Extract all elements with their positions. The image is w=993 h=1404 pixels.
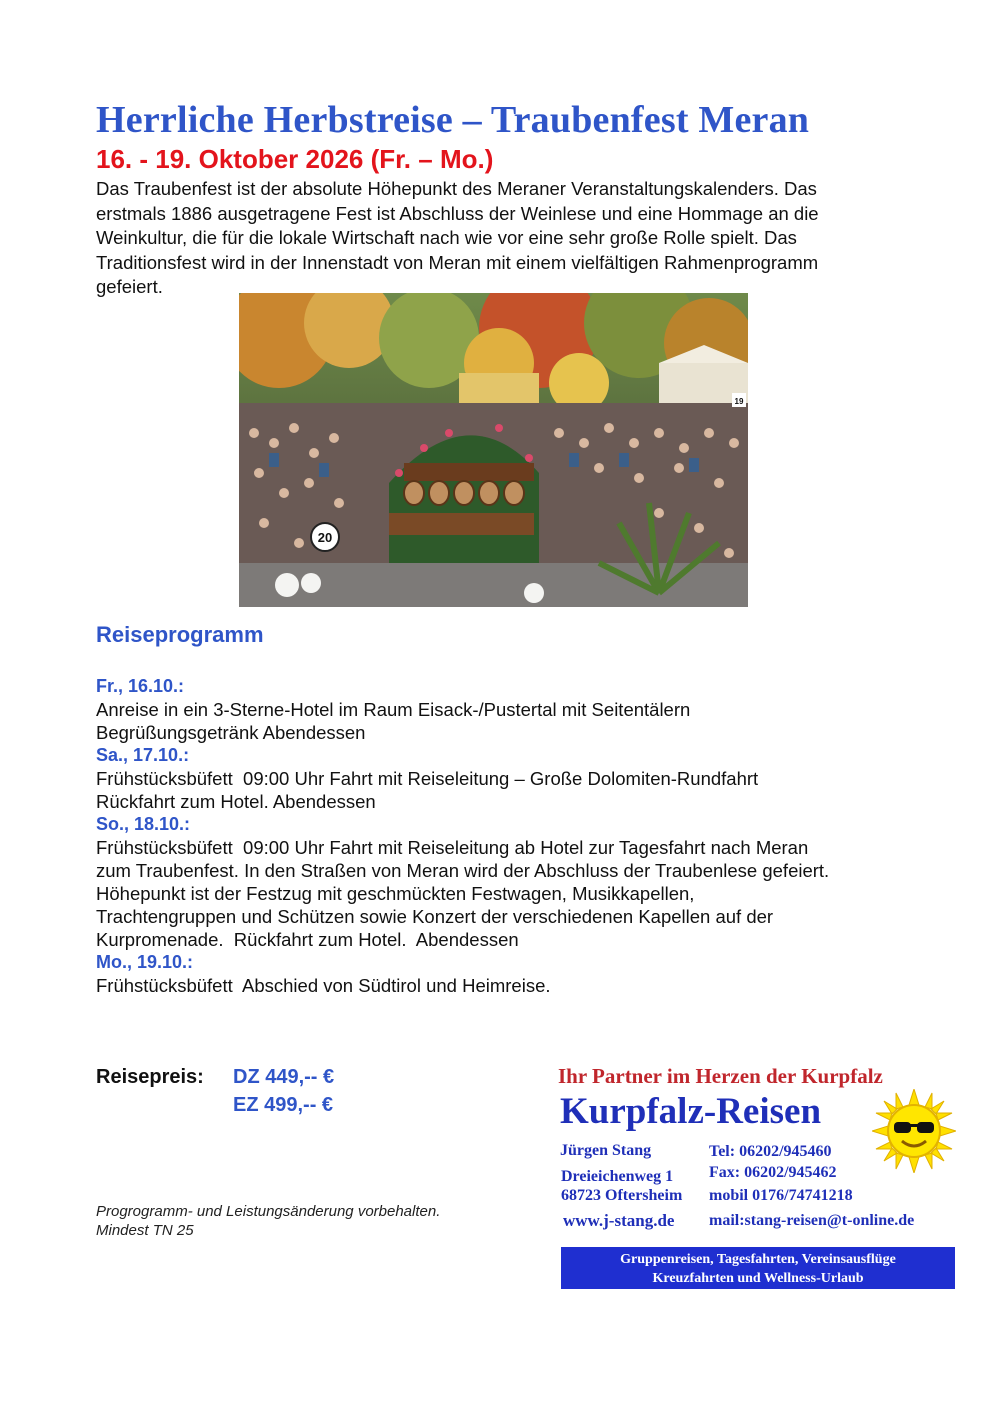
- logo-phone: Tel: 06202/945460: [709, 1143, 832, 1160]
- price-double-room: DZ 449,-- €: [233, 1066, 335, 1088]
- day-label: Mo., 19.10.:: [96, 952, 194, 972]
- day-block: [96, 675, 916, 744]
- day-text: Frühstücksbüfett 09:00 Uhr Fahrt mit Reiseleitung – Große Dolomiten-Rundfahrt: [96, 768, 759, 789]
- day-text: Frühstücksbüfett Abschied von Südtirol und Heimreise.: [96, 975, 551, 996]
- logo-company-name: Kurpfalz-Reisen: [560, 1091, 822, 1132]
- parade-number-badge: 20: [317, 530, 333, 545]
- day-text: Kurpromenade. Rückfahrt zum Hotel. Abendessen: [96, 929, 519, 950]
- intro-line: Weinkultur, die für die lokale Wirtschaft nach wie vor eine sehr große Rolle spielt. Das: [96, 227, 797, 248]
- logo-tagline: Ihr Partner im Herzen der Kurpfalz: [558, 1064, 883, 1088]
- day-block: [96, 813, 916, 951]
- logo-person: Jürgen Stang: [560, 1142, 652, 1159]
- page-title: Herrliche Herbstreise – Traubenfest Meran: [96, 99, 810, 141]
- intro-line: gefeiert.: [96, 276, 163, 297]
- banner-line: Gruppenreisen, Tagesfahrten, Vereinsausflüge: [620, 1252, 896, 1267]
- intro-paragraph: [96, 177, 896, 300]
- logo-services-banner: [561, 1247, 955, 1289]
- logo-city: 68723 Oftersheim: [561, 1187, 683, 1204]
- day-block: [96, 744, 916, 813]
- sun-with-sunglasses-icon: [872, 1089, 956, 1178]
- parade-number-sign: 19: [734, 397, 744, 406]
- date-subtitle: 16. - 19. Oktober 2026 (Fr. – Mo.): [96, 144, 494, 174]
- intro-line: erstmals 1886 ausgetragene Fest ist Abschluss der Weinlese und eine Hommage an die: [96, 202, 819, 224]
- price-label: Reisepreis:: [96, 1066, 204, 1088]
- day-label: Sa., 17.10.:: [96, 745, 190, 765]
- festival-parade-photo: [239, 293, 748, 607]
- logo-mobile: mobil 0176/74741218: [709, 1187, 853, 1204]
- day-label: So., 18.10.:: [96, 814, 191, 834]
- minimum-participants-note: Mindest TN 25: [96, 1222, 194, 1239]
- day-block: [96, 951, 916, 997]
- logo-street: Dreieichenweg 1: [561, 1168, 674, 1185]
- logo-email: mail:stang-reisen@t-online.de: [709, 1212, 915, 1229]
- day-text: Frühstücksbüfett 09:00 Uhr Fahrt mit Reiseleitung ab Hotel zur Tagesfahrt nach Meran: [96, 837, 809, 858]
- intro-line: Das Traubenfest ist der absolute Höhepunkt des Meraner Veranstaltungskalenders. Das: [96, 178, 817, 199]
- banner-line: Kreuzfahrten und Wellness-Urlaub: [652, 1271, 864, 1286]
- intro-line: Traditionsfest wird in der Innenstadt von Meran mit einem vielfältigen Rahmenprogramm: [96, 251, 819, 273]
- day-label: Fr., 16.10.:: [96, 676, 185, 696]
- disclaimer-note: Progrogramm- und Leistungsänderung vorbehalten.: [96, 1203, 441, 1220]
- logo-website: www.j-stang.de: [563, 1211, 675, 1230]
- day-text: Höhepunkt ist der Festzug mit geschmückten Festwagen, Musikkapellen,: [96, 883, 695, 904]
- day-text: Begrüßungsgetränk Abendessen: [96, 722, 366, 743]
- day-text: Rückfahrt zum Hotel. Abendessen: [96, 791, 376, 812]
- day-text: zum Traubenfest. In den Straßen von Meran wird der Abschluss der Traubenlese gefeiert.: [96, 860, 830, 881]
- price-single-room: EZ 499,-- €: [233, 1094, 334, 1116]
- program-heading: Reiseprogramm: [96, 622, 264, 647]
- program-list: [96, 675, 916, 997]
- day-text: Anreise in ein 3-Sterne-Hotel im Raum Eisack-/Pustertal mit Seitentälern: [96, 699, 691, 720]
- logo-fax: Fax: 06202/945462: [709, 1164, 837, 1181]
- day-text: Trachtengruppen und Schützen sowie Konzert der verschiedenen Kapellen auf der: [96, 906, 774, 927]
